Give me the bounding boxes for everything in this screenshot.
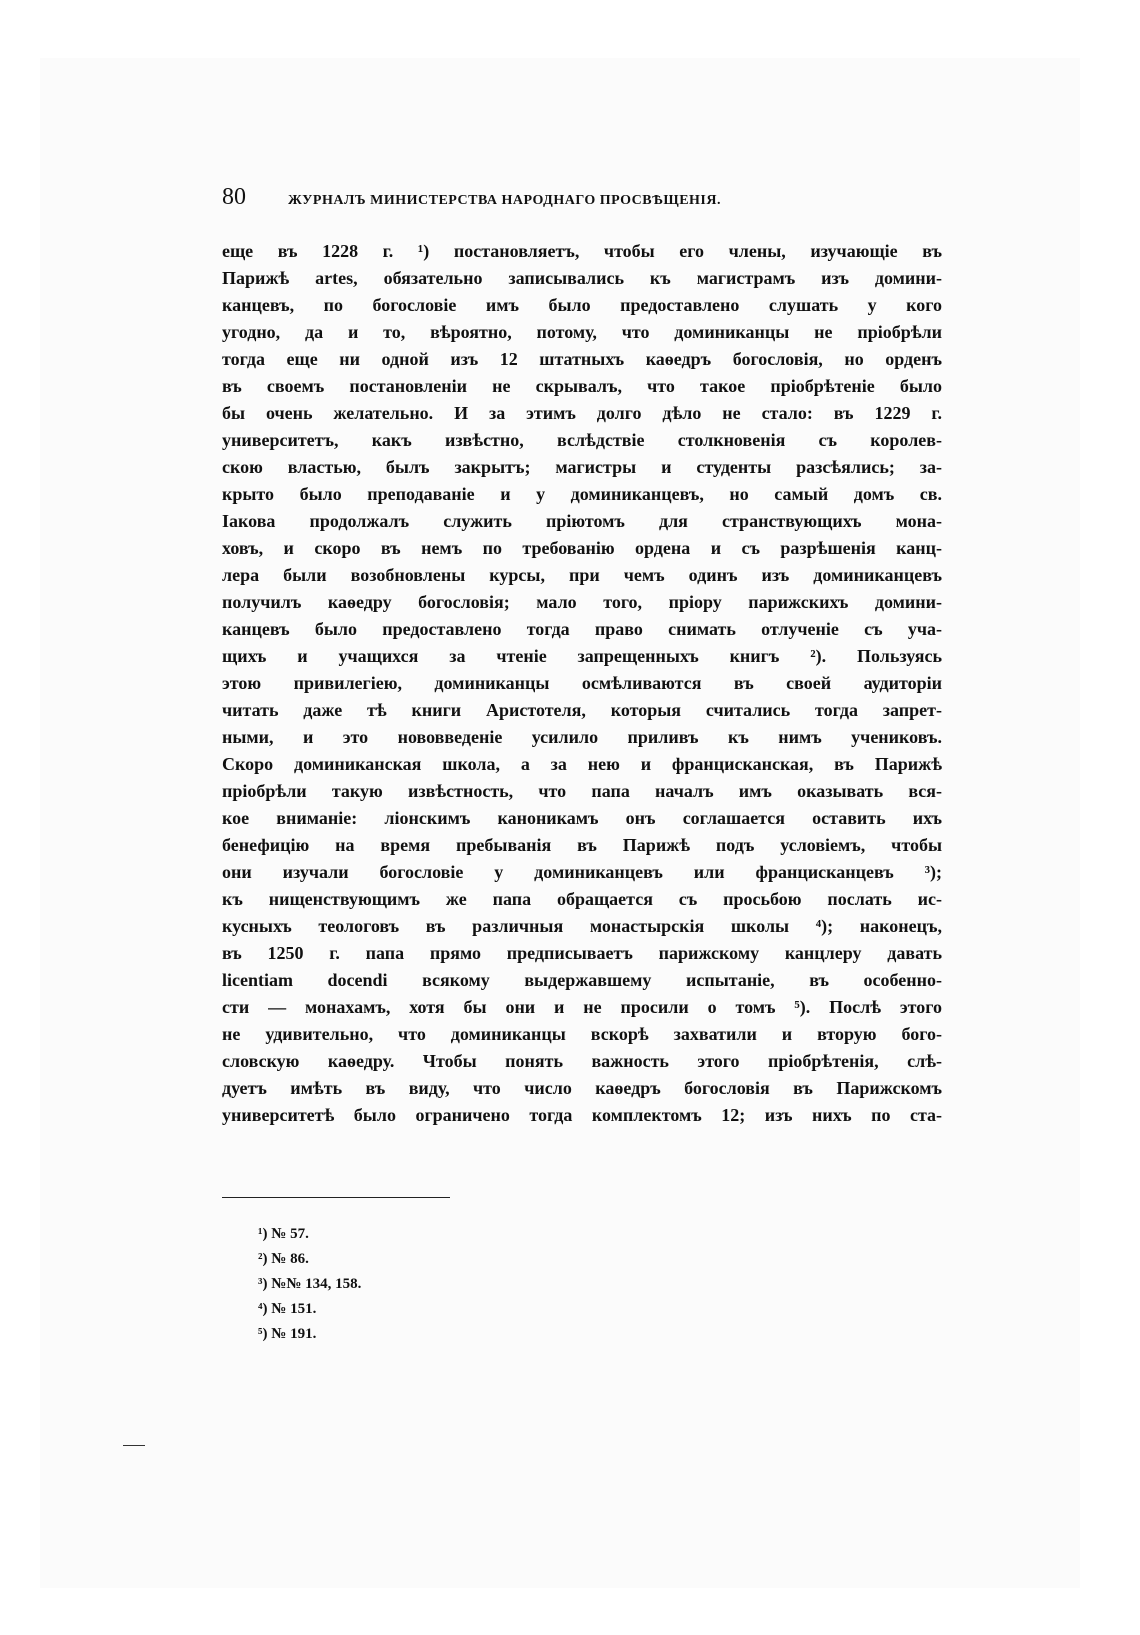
text-line: тогда еще ни одной изъ 12 штатныхъ каѳедръ богословія, но орденъ [222,349,942,369]
footnote: ³) №№ 134, 158. [258,1276,362,1292]
text-line: кусныхъ теологовъ въ различныя монастырскія школы ⁴); наконецъ, [222,916,942,936]
text-line: ховъ, и скоро въ немъ по требованію ордена и съ разрѣшенія канц- [222,538,942,558]
text-line: Парижѣ artes, обязательно записывались къ магистрамъ изъ домини- [222,268,942,288]
footnote-rule [222,1197,450,1198]
text-line: крыто было преподаваніе и у доминиканцевъ, но самый домъ св. [222,484,942,504]
text-line: пріобрѣли такую извѣстность, что папа началъ имъ оказывать вся- [222,781,942,801]
footnote: ⁵) № 191. [258,1326,317,1342]
text-line: угодно, да и то, вѣроятно, потому, что доминиканцы не пріобрѣли [222,322,942,342]
text-line: не удивительно, что доминиканцы вскорѣ захватили и вторую бого- [222,1024,942,1044]
running-title: ЖУРНАЛЪ МИНИСТЕРСТВА НАРОДНАГО ПРОСВѢЩЕНІЯ. [288,193,721,208]
footnote: ²) № 86. [258,1251,309,1267]
text-line: лера были возобновлены курсы, при чемъ одинъ изъ доминиканцевъ [222,565,942,585]
text-line: бы очень желательно. И за этимъ долго дѣло не стало: въ 1229 г. [222,403,942,423]
text-line: бенефицію на время пребыванія въ Парижѣ подъ условіемъ, чтобы [222,835,942,855]
text-line: университетѣ было ограничено тогда комплектомъ 12; изъ нихъ по ста- [222,1105,942,1125]
text-line: получилъ каѳедру богословія; мало того, пріору парижскихъ домини- [222,592,942,612]
text-line: въ своемъ постановленіи не скрывалъ, что такое пріобрѣтеніе было [222,376,942,396]
text-line: ными, и это нововведеніе усилило приливъ къ нимъ учениковъ. [222,727,942,747]
page-number: 80 [222,184,246,210]
text-line: въ 1250 г. папа прямо предписываетъ парижскому канцлеру давать [222,943,942,963]
text-line: скою властью, былъ закрытъ; магистры и студенты разсѣялись; за- [222,457,942,477]
text-line: словскую каѳедру. Чтобы понять важность этого пріобрѣтенія, слѣ- [222,1051,942,1071]
text-line: они изучали богословіе у доминиканцевъ или францисканцевъ ³); [222,862,942,882]
text-line: университетъ, какъ извѣстно, вслѣдствіе столкновенія съ королев- [222,430,942,450]
text-line: Іакова продолжалъ служить пріютомъ для странствующихъ мона- [222,511,942,531]
page-header [222,184,942,220]
text-line: кое вниманіе: ліонскимъ каноникамъ онъ соглашается оставить ихъ [222,808,942,828]
text-line: канцевъ, по богословіе имъ было предоставлено слушать у кого [222,295,942,315]
text-line: щихъ и учащихся за чтеніе запрещенныхъ книгъ ²). Пользуясь [222,646,942,666]
text-line: читать даже тѣ книги Аристотеля, которыя считались тогда запрет- [222,700,942,720]
margin-mark [123,1445,145,1446]
text-line: дуетъ имѣть въ виду, что число каѳедръ богословія въ Парижскомъ [222,1078,942,1098]
footnote: ¹) № 57. [258,1226,309,1242]
body-text [222,238,942,1129]
footnote: ⁴) № 151. [258,1301,317,1317]
text-line: Скоро доминиканская школа, а за нею и францисканская, въ Парижѣ [222,754,942,774]
text-line: этою привилегіею, доминиканцы осмѣливаются въ своей аудиторіи [222,673,942,693]
text-line: канцевъ было предоставлено тогда право снимать отлученіе съ уча- [222,619,942,639]
text-line: еще въ 1228 г. ¹) постановляетъ, чтобы его члены, изучающіе въ [222,241,942,261]
text-line: licentiam docendi всякому выдержавшему испытаніе, въ особенно- [222,970,942,990]
text-line: къ нищенствующимъ же папа обращается съ просьбою послать ис- [222,889,942,909]
footnotes [258,1222,361,1347]
text-line: сти — монахамъ, хотя бы они и не просили о томъ ⁵). Послѣ этого [222,997,942,1017]
